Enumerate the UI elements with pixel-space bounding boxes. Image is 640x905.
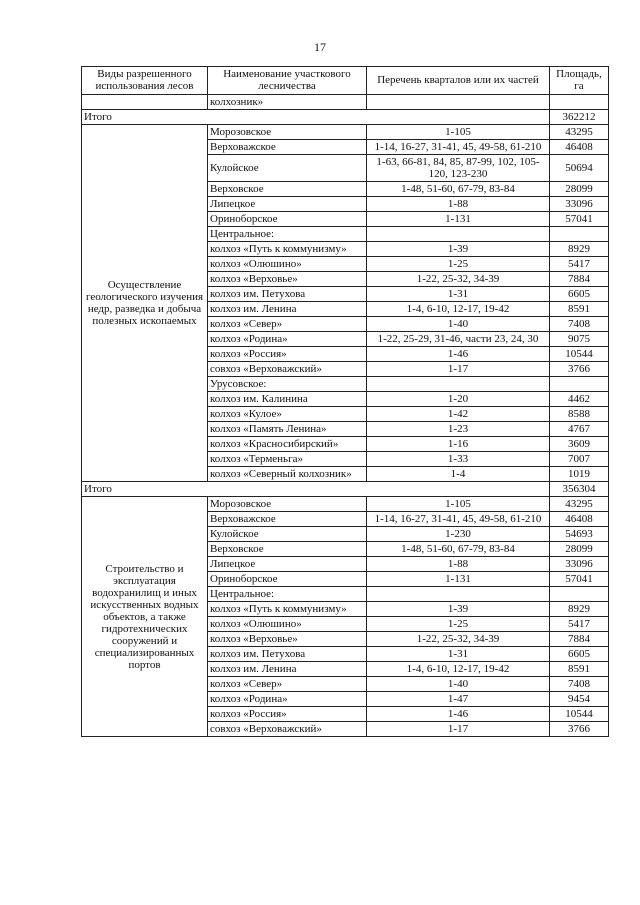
forestry-name-cell: колхоз «Верховье» xyxy=(208,632,367,647)
forestry-name-cell: колхоз «Родина» xyxy=(208,692,367,707)
forestry-name-cell: колхоз «Олюшино» xyxy=(208,617,367,632)
area-cell: 4462 xyxy=(550,392,609,407)
forestry-name-cell: колхоз им. Ленина xyxy=(208,302,367,317)
area-cell: 7884 xyxy=(550,632,609,647)
forestry-name-cell: колхоз «Кулое» xyxy=(208,407,367,422)
quarters-cell: 1-88 xyxy=(367,557,550,572)
quarters-cell: 1-22, 25-29, 31-46, части 23, 24, 30 xyxy=(367,332,550,347)
continuation-row xyxy=(82,95,609,110)
quarters-cell: 1-14, 16-27, 31-41, 45, 49-58, 61-210 xyxy=(367,512,550,527)
forestry-name-cell: Ориноборское xyxy=(208,212,367,227)
quarters-cell xyxy=(367,227,550,242)
area-cell: 43295 xyxy=(550,125,609,140)
header-quarters-list: Перечень кварталов или их частей xyxy=(367,67,550,95)
forestry-name-cell: колхоз «Север» xyxy=(208,677,367,692)
total-label: Итого xyxy=(82,110,550,125)
continuation-list-cell xyxy=(367,95,550,110)
area-cell: 50694 xyxy=(550,155,609,182)
forestry-name-cell: колхоз им. Петухова xyxy=(208,287,367,302)
forestry-name-cell: Морозовское xyxy=(208,497,367,512)
header-area: Площадь, га xyxy=(550,67,609,95)
quarters-cell: 1-31 xyxy=(367,647,550,662)
quarters-cell xyxy=(367,587,550,602)
forestry-name-cell: колхоз «Путь к коммунизму» xyxy=(208,242,367,257)
area-cell: 57041 xyxy=(550,572,609,587)
table-body xyxy=(82,95,609,737)
area-cell: 33096 xyxy=(550,197,609,212)
use-type-cell: Осуществление геологического изучения недр, разведка и добыча полезных ископаемых xyxy=(82,125,208,482)
continuation-area-cell xyxy=(550,95,609,110)
area-cell: 6605 xyxy=(550,287,609,302)
forestry-name-cell: Центральное: xyxy=(208,587,367,602)
quarters-cell: 1-48, 51-60, 67-79, 83-84 xyxy=(367,542,550,557)
table-row xyxy=(82,497,609,512)
forestry-name-cell: Липецкое xyxy=(208,197,367,212)
header-use-type: Виды разрешенного использования лесов xyxy=(82,67,208,95)
area-cell: 9075 xyxy=(550,332,609,347)
total-value: 356304 xyxy=(550,482,609,497)
total-label: Итого xyxy=(82,482,550,497)
quarters-cell: 1-17 xyxy=(367,722,550,737)
forestry-name-cell: Морозовское xyxy=(208,125,367,140)
area-cell xyxy=(550,227,609,242)
area-cell: 4767 xyxy=(550,422,609,437)
quarters-cell: 1-39 xyxy=(367,602,550,617)
continuation-name-cell: колхозник» xyxy=(208,95,367,110)
forestry-name-cell: колхоз им. Калинина xyxy=(208,392,367,407)
header-forestry-name: Наименование участкового лесничества xyxy=(208,67,367,95)
area-cell: 5417 xyxy=(550,257,609,272)
forestry-name-cell: совхоз «Верховажский» xyxy=(208,722,367,737)
quarters-cell: 1-131 xyxy=(367,572,550,587)
area-cell: 8591 xyxy=(550,302,609,317)
table-header-row xyxy=(82,67,609,95)
area-cell: 46408 xyxy=(550,140,609,155)
quarters-cell: 1-22, 25-32, 34-39 xyxy=(367,632,550,647)
table-row xyxy=(82,125,609,140)
quarters-cell: 1-40 xyxy=(367,317,550,332)
quarters-cell: 1-230 xyxy=(367,527,550,542)
area-cell: 7408 xyxy=(550,317,609,332)
area-cell: 8929 xyxy=(550,242,609,257)
area-cell: 43295 xyxy=(550,497,609,512)
quarters-cell: 1-20 xyxy=(367,392,550,407)
area-cell xyxy=(550,587,609,602)
forestry-name-cell: колхоз «Олюшино» xyxy=(208,257,367,272)
quarters-cell: 1-105 xyxy=(367,497,550,512)
forestry-name-cell: колхоз «Россия» xyxy=(208,347,367,362)
quarters-cell: 1-63, 66-81, 84, 85, 87-99, 102, 105-120, 123-230 xyxy=(367,155,550,182)
forestry-name-cell: колхоз «Родина» xyxy=(208,332,367,347)
forestry-name-cell: Урусовское: xyxy=(208,377,367,392)
area-cell: 8591 xyxy=(550,662,609,677)
quarters-cell: 1-47 xyxy=(367,692,550,707)
area-cell: 6605 xyxy=(550,647,609,662)
quarters-cell: 1-48, 51-60, 67-79, 83-84 xyxy=(367,182,550,197)
quarters-cell: 1-105 xyxy=(367,125,550,140)
forestry-name-cell: Ориноборское xyxy=(208,572,367,587)
forestry-name-cell: колхоз «Россия» xyxy=(208,707,367,722)
area-cell: 46408 xyxy=(550,512,609,527)
forestry-name-cell: колхоз «Путь к коммунизму» xyxy=(208,602,367,617)
quarters-cell: 1-4 xyxy=(367,467,550,482)
forestry-name-cell: колхоз «Север» xyxy=(208,317,367,332)
quarters-cell: 1-46 xyxy=(367,347,550,362)
forestry-name-cell: Верховское xyxy=(208,542,367,557)
quarters-cell: 1-23 xyxy=(367,422,550,437)
forestry-name-cell: Верховажское xyxy=(208,512,367,527)
quarters-cell: 1-4, 6-10, 12-17, 19-42 xyxy=(367,302,550,317)
forestry-name-cell: Верховское xyxy=(208,182,367,197)
forestry-name-cell: совхоз «Верховажский» xyxy=(208,362,367,377)
total-row xyxy=(82,110,609,125)
area-cell: 54693 xyxy=(550,527,609,542)
page-number: 17 xyxy=(314,40,326,54)
forestry-name-cell: колхоз им. Петухова xyxy=(208,647,367,662)
forestry-name-cell: колхоз «Красносибирский» xyxy=(208,437,367,452)
total-row xyxy=(82,482,609,497)
quarters-cell: 1-14, 16-27, 31-41, 45, 49-58, 61-210 xyxy=(367,140,550,155)
area-cell: 3609 xyxy=(550,437,609,452)
quarters-cell: 1-46 xyxy=(367,707,550,722)
quarters-cell: 1-22, 25-32, 34-39 xyxy=(367,272,550,287)
quarters-cell: 1-42 xyxy=(367,407,550,422)
forestry-name-cell: Верховажское xyxy=(208,140,367,155)
forestry-name-cell: Липецкое xyxy=(208,557,367,572)
area-cell: 57041 xyxy=(550,212,609,227)
forestry-name-cell: Кулойское xyxy=(208,527,367,542)
forestry-name-cell: колхоз им. Ленина xyxy=(208,662,367,677)
forestry-name-cell: колхоз «Память Ленина» xyxy=(208,422,367,437)
area-cell: 10544 xyxy=(550,707,609,722)
area-cell: 8929 xyxy=(550,602,609,617)
use-type-cell: Строительство и эксплуатация водохранилищ и иных искусственных водных объектов, а также гидротехнических сооружений и специализированных портов xyxy=(82,497,208,737)
area-cell: 33096 xyxy=(550,557,609,572)
forestry-name-cell: Центральное: xyxy=(208,227,367,242)
area-cell: 3766 xyxy=(550,722,609,737)
quarters-cell xyxy=(367,377,550,392)
forestry-name-cell: колхоз «Северный колхозник» xyxy=(208,467,367,482)
area-cell: 7884 xyxy=(550,272,609,287)
area-cell: 10544 xyxy=(550,347,609,362)
quarters-cell: 1-33 xyxy=(367,452,550,467)
quarters-cell: 1-25 xyxy=(367,617,550,632)
area-cell xyxy=(550,377,609,392)
area-cell: 5417 xyxy=(550,617,609,632)
forestry-name-cell: Кулойское xyxy=(208,155,367,182)
quarters-cell: 1-16 xyxy=(367,437,550,452)
quarters-cell: 1-88 xyxy=(367,197,550,212)
area-cell: 8588 xyxy=(550,407,609,422)
quarters-cell: 1-17 xyxy=(367,362,550,377)
forestry-name-cell: колхоз «Терменьга» xyxy=(208,452,367,467)
forest-use-table xyxy=(81,66,609,737)
area-cell: 7408 xyxy=(550,677,609,692)
quarters-cell: 1-25 xyxy=(367,257,550,272)
continuation-use-cell xyxy=(82,95,208,110)
area-cell: 28099 xyxy=(550,182,609,197)
area-cell: 1019 xyxy=(550,467,609,482)
quarters-cell: 1-131 xyxy=(367,212,550,227)
quarters-cell: 1-4, 6-10, 12-17, 19-42 xyxy=(367,662,550,677)
forestry-name-cell: колхоз «Верховье» xyxy=(208,272,367,287)
area-cell: 28099 xyxy=(550,542,609,557)
area-cell: 3766 xyxy=(550,362,609,377)
quarters-cell: 1-39 xyxy=(367,242,550,257)
area-cell: 9454 xyxy=(550,692,609,707)
quarters-cell: 1-31 xyxy=(367,287,550,302)
quarters-cell: 1-40 xyxy=(367,677,550,692)
area-cell: 7007 xyxy=(550,452,609,467)
total-value: 362212 xyxy=(550,110,609,125)
